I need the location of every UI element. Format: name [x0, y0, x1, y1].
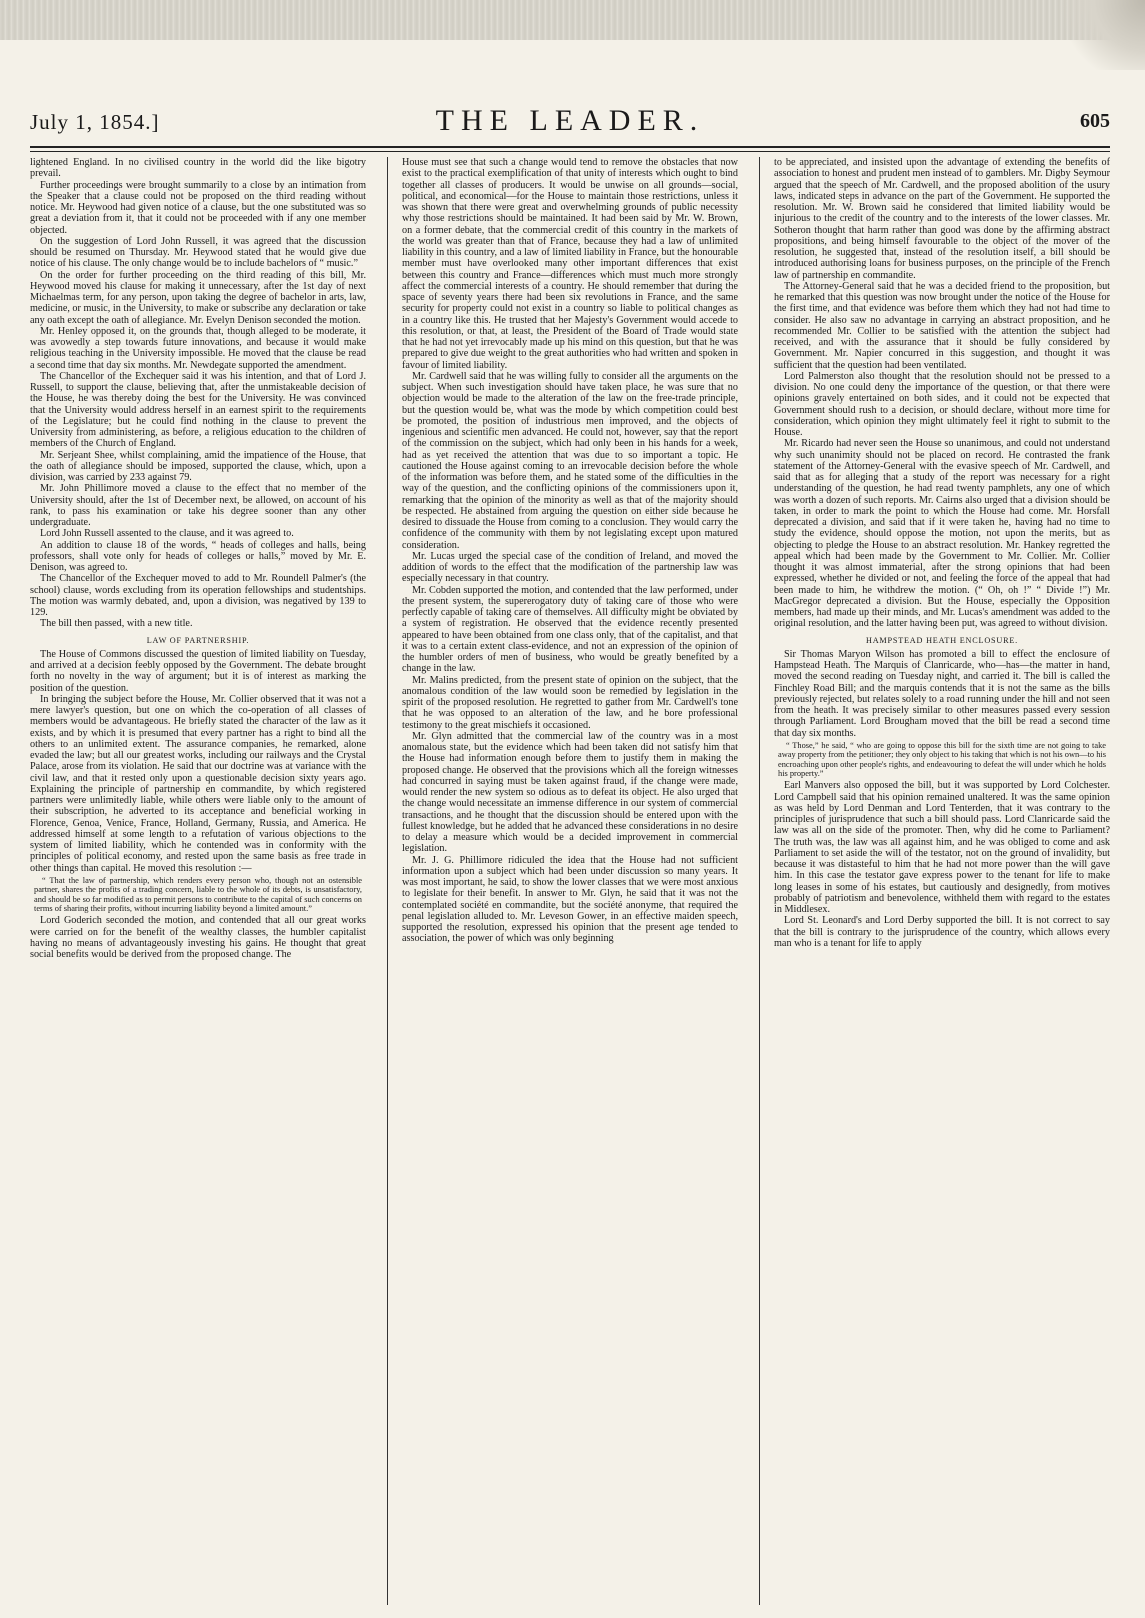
block-quote: “ Those,” he said, “ who are going to oppose this bill for the sixth time are not going to take away property from the petitioner; they only object to his taking that which is not his own—to his encroaching upon other people's rights, and endeavouring to defeat the will under which he holds his property.”	[778, 740, 1106, 778]
article-columns	[30, 157, 1110, 1605]
page-number: 605	[1080, 110, 1110, 132]
block-quote: “ That the law of partnership, which renders every person who, though not an ostensible partner, shares the profits of a trading concern, liable to the whole of its debts, is unsatisfactory, and should be so far modified as to permit persons to contribute to the capital of such concerns on terms of sharing their profits, without incurring liability beyond a limited amount.”	[34, 875, 362, 913]
article-paragraph: The Chancellor of the Exchequer moved to add to Mr. Roundell Palmer's (the school) clause, words excluding from its operation fellowships and studentships. The motion was warmly debated, and, upon a division, was negatived by 139 to 129.	[30, 573, 366, 618]
scan-corner-shadow	[1055, 0, 1145, 70]
article-paragraph: Mr. John Phillimore moved a clause to the effect that no member of the University should, after the 1st of December next, be allowed, on account of his rank, to pass his examination or take his degree sooner than any other undergraduate.	[30, 483, 366, 528]
masthead	[30, 100, 1110, 140]
article-paragraph: The bill then passed, with a new title.	[40, 618, 193, 630]
article-paragraph: The House of Commons discussed the question of limited liability on Tuesday, and arrived at a decision feebly opposed by the Government. The debate brought forth no novelty in the way of argument; but it is of interest as marking the position of the question.	[30, 648, 366, 694]
article-paragraph: Mr. Cobden supported the motion, and contended that the law performed, under the present system, the supererogatory duty of taking care of those who were perfectly capable of taking care of themselves. All difficulty might be obviated by a system of registration. He observed that the evidence recently presented appeared to have been obtained from one class only, that of the capitalist, and that it was to a certain extent class-evidence, and not an expression of the opinion of the humbler orders of men of business, who would be greatly benefited by a change in the law.	[402, 584, 738, 675]
article-paragraph: An addition to clause 18 of the words, “ heads of colleges and halls, being professors, shall vote only for heads of colleges or halls,” moved by Mr. E. Denison, was agreed to.	[30, 539, 366, 573]
article-paragraph: Mr. Lucas urged the special case of the condition of Ireland, and moved the addition of words to the effect that the modification of the partnership law was especially necessary in that country.	[402, 550, 738, 585]
article-paragraph: Lord St. Leonard's and Lord Derby supported the bill. It is not correct to say that the bill is contrary to the jurisprudence of the country, which allows every man who is a tenant for life to apply	[774, 915, 1110, 949]
column-2	[402, 157, 738, 1605]
article-paragraph: House must see that such a change would tend to remove the obstacles that now exist to the practical exemplification of that unity of interests which ought to bind together all classes of producers. It would be unwise on all grounds—social, political, and economical—for the House to maintain those restrictions, unless it was shown that there were great and overwhelming grounds of public necessity why those restrictions should be maintained. It had been said by Mr. W. Brown, on a former debate, that the commercial credit of this country in the markets of the world was greater than that of France, because they had a law of unlimited liability in this country, and a law of limited liability in France, but the honourable member must have overlooked many other important differences that exist between this country and France—differences which must much more strongly affect the commercial interests of a country. He should remember that during the space of seventy years there had been six revolutions in France, and the same security for property could not exist in a country so liable to political changes as in a country like this. He trusted that her Majesty's Government would accede to this resolution, or that, at least, the President of the Board of Trade would state that he had not yet irrevocably made up his mind on this question, but that he was prepared to give due weight to the great authorities who had written and spoken in favour of limited liability.	[402, 157, 738, 371]
article-paragraph: On the suggestion of Lord John Russell, it was agreed that the discussion should be resumed on Thursday. Mr. Heywood stated that he would give due notice of his clause. The only change would be to include bachelors of “ music.”	[30, 235, 366, 270]
article-paragraph: The Chancellor of the Exchequer said it was his intention, and that of Lord J. Russell, to support the clause, believing that, after the unmistakeable decision of the House, he was thereby doing the best for the University. He was convinced that the University would address herself in an earnest spirit to the requirements of the Legislature; but he could find nothing in the clause to prevent the University from administering, as before, a religious education to the children of members of the Church of England.	[30, 370, 366, 450]
article-paragraph: Earl Manvers also opposed the bill, but it was supported by Lord Colchester. Lord Campbell said that his opinion remained unaltered. It was the same opinion as was held by Lord Denman and Lord Tenterden, that it was contrary to the principles of jurisprudence that such a bill should pass. Lord Clanricarde said the law was all on the side of the promoter. Then, why did he come to Parliament? The truth was, the law was all against him, and he was obliged to come and ask Parliament to set aside the will of the testator, not on the ground of invalidity, but because it was distasteful to him that he had not more power than the will gave him. In this case the testator gave express power to the tenant for life to make long leases in some of his estates, but cautiously and designedly, from motives probably of patriotism and benevolence, withheld them with regard to the estates in Middlesex.	[774, 780, 1110, 916]
article-paragraph: Mr. Ricardo had never seen the House so unanimous, and could not understand why such unanimity should not be placed on record. He contrasted the frank statement of the Attorney-General with the evasive speech of Mr. Cardwell, and said that as for alleging that a study of the report was necessary for a right understanding of the question, he had read twenty pamphlets, any one of which was worth a dozen of such reports. Mr. Cairns also urged that a division should be taken, in order to mark the point to which the House had come. Mr. Horsfall deprecated a division, and said that if it were taken he, having had no time to study the evidence, should oppose the motion, not upon the merits, but as objecting to pledge the House to an abstract resolution. Mr. Hankey regretted the appeal which had been made by the Government to Mr. Collier. Mr. Collier thought it was almost immaterial, after the strong opinions that had been expressed, whether he divided or not, and feeling the force of the appeal that had been made to him, he withdrew the motion. (“ Oh, oh !” “ Divide !”) Mr. MacGregor deprecated a division. But the House, especially the Opposition members, had made up their minds, and Mr. Lucas's amendment was added to the original resolution, and the latter having been put, was agreed to without division.	[774, 438, 1110, 630]
masthead-rule-bottom	[30, 151, 1110, 152]
column-1	[30, 157, 366, 1605]
issue-date: July 1, 1854.]	[30, 110, 160, 134]
section-heading: HAMPSTEAD HEATH ENCLOSURE.	[865, 635, 1019, 645]
newspaper-title: THE LEADER.	[435, 104, 705, 137]
section-heading: LAW OF PARTNERSHIP.	[146, 635, 250, 645]
article-paragraph: In bringing the subject before the House, Mr. Collier observed that it was not a mere lawyer's question, but one on which the co-operation of all classes of members would be advantageous. He briefly stated the character of the law as it exists, and by which it is presumed that every partner has a right to bind all the others to an unlimited extent. The assurance companies, he remarked, alone evaded the law; but all our greatest works, including our railways and the Crystal Palace, arose from its violation. He said that our doctrine was at variance with the civil law, and that it rested only upon a questionable decision sixty years ago. Explaining the principle of partnership en commandite, by which registered partners were unlimitedly liable, while others were liable only to the amount of their subscription, he adverted to its acceptance and beneficial working in Florence, Genoa, Venice, France, Holland, Germany, Russia, and America. He addressed himself at some length to a refutation of various objections to the system of limited liability, which he contended was in conformity with the principles of political economy, and rested upon the same basis as free trade in other things than capital. He moved this resolution :—	[30, 693, 366, 874]
article-paragraph: Sir Thomas Maryon Wilson has promoted a bill to effect the enclosure of Hampstead Heath. The Marquis of Clanricarde, who—has—the matter in hand, moved the second reading on Tuesday night, and carried it. The bill is called the Finchley Road Bill; and the marquis contends that it is not the same as the bills previously rejected, but relates solely to a road running under the hill and not seen from the heath. It was precisely similar to other measures passed every session through Parliament. Lord Brougham moved that the bill be read a second time that day six months.	[774, 648, 1110, 739]
article-paragraph: Mr. Henley opposed it, on the grounds that, though alleged to be moderate, it was avowedly a step towards future innovations, and because it would make religious teaching in the University impossible. He moved that the clause be read a second time that day six months. Mr. Newdegate supported the amendment.	[30, 325, 366, 371]
article-paragraph: Mr. Serjeant Shee, whilst complaining, amid the impatience of the House, that the oath of allegiance should be imposed, supported the clause, which, upon a division, was carried by 233 against 79.	[30, 449, 366, 483]
article-paragraph: Mr. J. G. Phillimore ridiculed the idea that the House had not sufficient information upon a subject which had been under discussion so many years. It was most important, he said, to show the lower classes that we were most anxious to legislate for their benefit. In answer to Mr. Glyn, he said that it was not the contemplated société en commandite, but the société anonyme, that required the penal legislation alluded to. Mr. Leveson Gower, in an effective maiden speech, supported the resolution, expressed his opinion that the present age tended to association, the power of which was only beginning	[402, 854, 738, 945]
article-paragraph: The Attorney-General said that he was a decided friend to the proposition, but he remarked that this question was now brought under the notice of the House for the first time, and that evidence was before them which they had not had time to consider. He also saw no advantage in carrying an abstract proposition, and he recommended Mr. Collier to be satisfied with the attention the subject had received, and with the assurance that it should be fully considered by Government. Mr. Napier concurred in this suggestion, and thought it was sufficient that the question had been ventilated.	[774, 280, 1110, 371]
article-paragraph: Lord Goderich seconded the motion, and contended that all our great works were carried on for the benefit of the wealthy classes, the humbler capitalist having no means of advantageously investing his gains. He thought that great social benefits would be derived from the proposed change. The	[30, 915, 366, 961]
column-3	[774, 157, 1110, 1605]
article-paragraph: lightened England. In no civilised country in the world did the like bigotry prevail.	[30, 157, 366, 180]
article-paragraph: Mr. Malins predicted, from the present state of opinion on the subject, that the anomalous condition of the law would soon be remedied by legislation in the spirit of the proposed resolution. He regretted to gather from Mr. Cardwell's tone that he was opposed to an alteration of the law, and he bore professional testimony to the great mischiefs it occasioned.	[402, 674, 738, 731]
masthead-rule-top	[30, 146, 1110, 148]
article-paragraph: Mr. Glyn admitted that the commercial law of the country was in a most anomalous state, but the evidence which had been taken did not satisfy him that the House had information enough before them to justify them in making the proposed change. He observed that the provisions which all the foreign witnesses had concurred in saying must be taken against fraud, if the change were made, would render the new system so odious as to defeat its object. He also urged that the change would necessitate an immense difference in our system of commercial transactions, and he thought that the discussion should be entered upon with the fullest knowledge, but he added that he advanced these considerations in no desire to delay a measure which would be a decided improvement in commercial legislation.	[402, 730, 738, 855]
article-paragraph: Mr. Cardwell said that he was willing fully to consider all the arguments on the subject. When such investigation should have taken place, he was sure that no objection would be made to the alteration of the law on the free-trade principle, but the question would be, what was the mode by which competition could best be promoted, the position of industrious men improved, and the objects of ingenious and scientific men advanced. He could not, however, say that the report of the commission on the subject, which had only been in his hands for a week, had as yet received the attention that was due to so important a topic. He cautioned the House against coming to an irrevocable decision before the whole of the information was before them, and he stated some of the difficulties in the way of the question, and the conflicting opinions of the commissioners upon it, remarking that the opinion of the minority as well as that of the majority should be respected. He abstained from arguing the question on either side because he desired to dissuade the House from coming to a conclusion. They would carry the confidence of the community with them by not legislating except upon matured consideration.	[402, 370, 738, 551]
article-paragraph: Further proceedings were brought summarily to a close by an intimation from the Speaker that a clause could not be proposed on the third reading without notice. Mr. Heywood had given notice of a clause, but the one substituted was so great a deviation from it, that it could not be proceeded with if any one member objected.	[30, 179, 366, 236]
article-paragraph: to be appreciated, and insisted upon the advantage of extending the benefits of association to honest and prudent men instead of to gamblers. Mr. Digby Seymour argued that the speech of Mr. Cardwell, and the proposed abolition of the usury laws, indicated steps in advance on the part of the Government. He supported the resolution. Mr. W. Brown said he considered that limited liability would be injurious to the credit of the country and to the interests of the lower classes. Mr. Sotheron thought that harm rather than good was done by the affirming abstract propositions, and being himself favourable to the object of the mover of the resolution, he suggested that, instead of the resolution itself, a bill should be introduced authorising loans for business purposes, on the principle of the French law of partnership en commandite.	[774, 157, 1110, 281]
article-paragraph: Lord John Russell assented to the clause, and it was agreed to.	[40, 528, 294, 540]
article-paragraph: On the order for further proceeding on the third reading of this bill, Mr. Heywood moved his clause for making it unnecessary, after the 1st day of next Michaelmas term, for any person, upon taking the degree of bachelor in arts, law, medicine, or music, in the University, to make or subscribe any declaration or take any oath except the oath of allegiance. Mr. Evelyn Denison seconded the motion.	[30, 269, 366, 326]
scan-shadow-band	[0, 0, 1145, 40]
article-paragraph: Lord Palmerston also thought that the resolution should not be pressed to a division. No one could deny the importance of the question, or that there were opinions gravely entertained on both sides, and it could not be expected that Government should rush to a decision, or should declare, without more time for consideration, which opinion they might ultimately feel it right to submit to the House.	[774, 370, 1110, 438]
